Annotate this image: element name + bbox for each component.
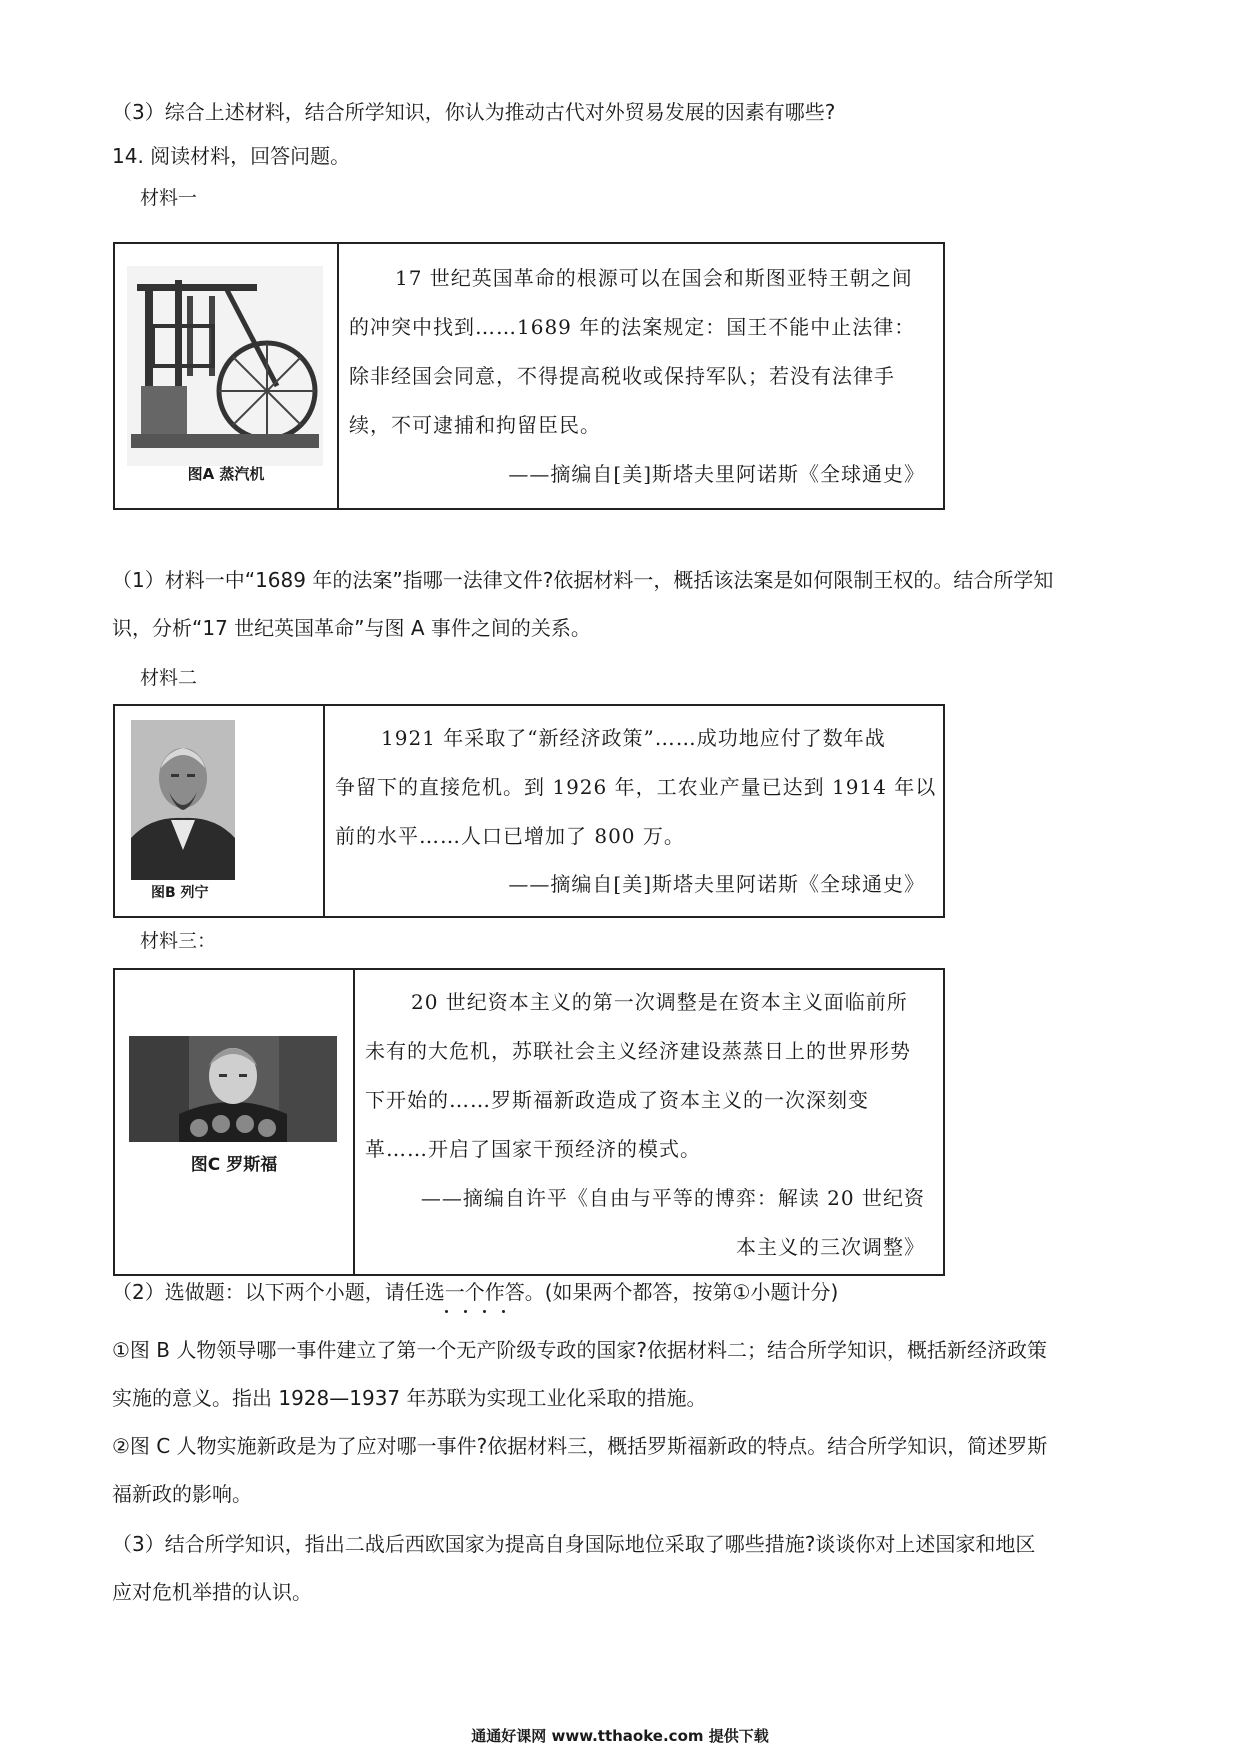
material-3-source-cont: 本主义的三次调整》: [736, 1235, 925, 1259]
material-2-caption: 图B 列宁: [151, 885, 209, 901]
question-2-2-line: 福新政的影响。: [112, 1482, 252, 1506]
material-3-line: 未有的大危机，苏联社会主义经济建设蒸蒸日上的世界形势: [365, 1039, 911, 1063]
material-2-source: ——摘编自[美]斯塔夫里阿诺斯《全球通史》: [508, 872, 925, 896]
material-1-line: 除非经国会同意，不得提高税收或保持军队；若没有法律手: [349, 364, 895, 388]
material-3-label: 材料三：: [140, 930, 217, 952]
material-1-caption: 图A 蒸汽机: [187, 465, 265, 483]
question-1-line: （1）材料一中“1689 年的法案”指哪一法律文件?依据材料一，概括该法案是如何限制王权的。结合所学知: [112, 568, 1054, 592]
material-1-line: 的冲突中找到……1689 年的法案规定：国王不能中止法律：: [349, 315, 916, 339]
material-1-box: [113, 242, 945, 510]
lenin-portrait-image: [131, 720, 235, 880]
material-1-image-cell: [115, 244, 339, 508]
material-3-box: [113, 968, 945, 1276]
material-2-image-cell: [115, 706, 325, 916]
material-1-text: [339, 244, 943, 508]
question-2-2-line: ②图 C 人物实施新政是为了应对哪一事件?依据材料三，概括罗斯福新政的特点。结合所学知识，简述罗斯: [112, 1434, 1048, 1458]
question-3-line: （3）结合所学知识，指出二战后西欧国家为提高自身国际地位采取了哪些措施?谈谈你对上述国家和地区: [112, 1532, 1036, 1556]
material-1-label: 材料一: [140, 187, 198, 209]
emphasis-dot: [464, 1310, 467, 1313]
question-2-1-line: ①图 B 人物领导哪一事件建立了第一个无产阶级专政的国家?依据材料二；结合所学知识，概括新经济政策: [112, 1338, 1047, 1362]
question-2: （2）选做题：以下两个小题，请任选一个作答。(如果两个都答，按第①小题计分): [112, 1280, 839, 1304]
question-1-line: 识，分析“17 世纪英国革命”与图 A 事件之间的关系。: [112, 616, 591, 640]
material-1-line: 续，不可逮捕和拘留臣民。: [349, 413, 601, 437]
steam-engine-image: [127, 266, 323, 466]
material-3-image-cell: [115, 970, 355, 1274]
material-2-box: [113, 704, 945, 918]
material-3-line: 下开始的……罗斯福新政造成了资本主义的一次深刻变: [365, 1088, 869, 1112]
emphasis-dot: [502, 1310, 505, 1313]
emphasis-dot: [445, 1310, 448, 1313]
material-3-line: 20 世纪资本主义的第一次调整是在资本主义面临前所: [411, 990, 908, 1014]
material-1-source: ——摘编自[美]斯塔夫里阿诺斯《全球通史》: [508, 462, 925, 486]
footer-source: 通通好课网 www.tthaoke.com 提供下载: [471, 1727, 769, 1745]
material-2-label: 材料二: [140, 667, 198, 689]
material-3-text: [355, 970, 943, 1274]
question-14-title: 14. 阅读材料，回答问题。: [112, 144, 351, 168]
question-13-3: （3）综合上述材料，结合所学知识，你认为推动古代对外贸易发展的因素有哪些?: [112, 100, 836, 124]
material-1-line: 17 世纪英国革命的根源可以在国会和斯图亚特王朝之间: [395, 266, 913, 290]
material-3-line: 革……开启了国家干预经济的模式。: [365, 1137, 701, 1161]
roosevelt-photo-image: [129, 1036, 337, 1142]
material-2-line: 争留下的直接危机。到 1926 年，工农业产量已达到 1914 年以: [335, 775, 937, 799]
material-2-line: 1921 年采取了“新经济政策”……成功地应付了数年战: [381, 726, 886, 750]
material-3-source: ——摘编自许平《自由与平等的博弈：解读 20 世纪资: [420, 1186, 925, 1210]
material-2-text: [325, 706, 943, 916]
question-2-1-line: 实施的意义。指出 1928—1937 年苏联为实现工业化采取的措施。: [112, 1386, 707, 1410]
question-3-line: 应对危机举措的认识。: [112, 1580, 312, 1604]
emphasis-dot: [483, 1310, 486, 1313]
material-2-line: 前的水平……人口已增加了 800 万。: [335, 824, 685, 848]
material-3-caption: 图C 罗斯福: [190, 1155, 278, 1175]
